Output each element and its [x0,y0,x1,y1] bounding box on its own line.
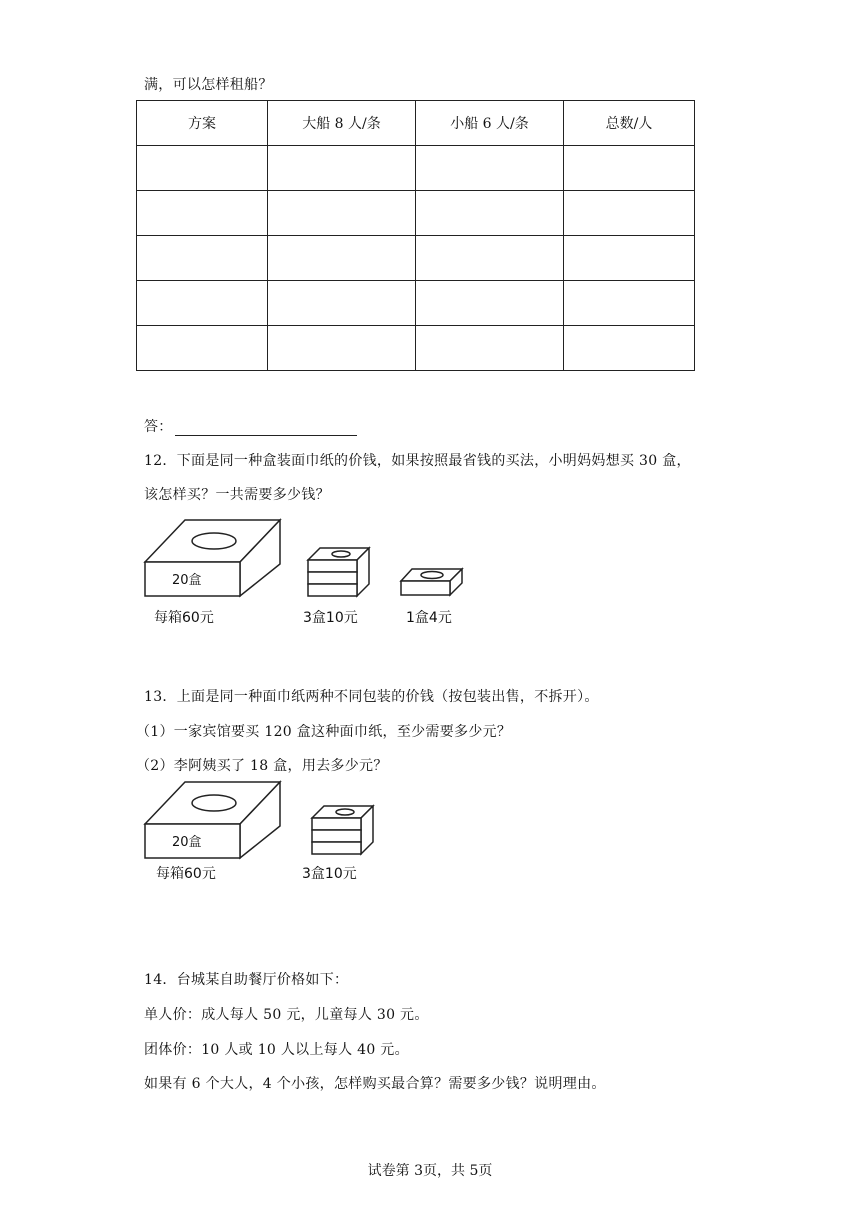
table-cell[interactable] [137,191,268,236]
table-cell[interactable] [268,191,416,236]
page-footer: 试卷第 3页，共 5页 [367,1163,493,1179]
table-row [137,281,695,326]
q13-line2: （1）一家宾馆要买 120 盒这种面巾纸，至少需要多少元？ [136,724,512,740]
q13-tissue-figure [140,776,380,886]
table-cell[interactable] [416,191,564,236]
table-cell[interactable] [564,236,695,281]
table-cell[interactable] [416,281,564,326]
answer-line [144,416,357,436]
q12-tissue-figure [140,512,480,632]
table-cell[interactable] [564,281,695,326]
table-cell[interactable] [564,191,695,236]
case-price-label: 每箱60元 [154,610,214,626]
stack-price-label: 3盒10元 [302,866,357,882]
table-row [137,146,695,191]
q14-line2: 单人价：成人每人 50 元，儿童每人 30 元。 [144,1007,429,1023]
header-big-boat: 大船 8 人/条 [268,101,416,146]
single-tissue-image [401,569,462,595]
table-cell[interactable] [416,236,564,281]
case-count-label: 20盒 [172,835,202,850]
table-row [137,236,695,281]
q14-line4: 如果有 6 个大人，4 个小孩，怎样购买最合算？需要多少钱？说明理由。 [144,1076,606,1092]
q11-text: 满，可以怎样租船？ [144,77,273,93]
rental-plan-table [136,100,695,371]
answer-blank[interactable] [175,421,357,436]
stack-price-label: 3盒10元 [303,610,358,626]
case-count-label: 20盒 [172,573,202,588]
table-cell[interactable] [416,146,564,191]
table-cell[interactable] [268,326,416,371]
answer-label: 答： [144,419,173,435]
table-header-row [137,101,695,146]
header-small-boat: 小船 6 人/条 [416,101,564,146]
table-cell[interactable] [564,326,695,371]
single-price-label: 1盒4元 [406,610,452,626]
tissue-stack-image [312,806,373,854]
table-row [137,191,695,236]
table-cell[interactable] [137,281,268,326]
q12-line2: 该怎样买？一共需要多少钱？ [144,487,330,503]
q14-line1: 14．台城某自助餐厅价格如下： [144,972,349,988]
tissue-stack-image [308,548,369,596]
table-cell[interactable] [564,146,695,191]
header-plan: 方案 [137,101,268,146]
table-cell[interactable] [268,146,416,191]
header-total: 总数/人 [564,101,695,146]
table-cell[interactable] [416,326,564,371]
q12-line1: 12．下面是同一种盒装面巾纸的价钱，如果按照最省钱的买法，小明妈妈想买 30 盒， [144,453,691,469]
q14-line3: 团体价：10 人或 10 人以上每人 40 元。 [144,1042,409,1058]
tissue-case-image [145,520,280,596]
table-cell[interactable] [268,281,416,326]
table-cell[interactable] [137,236,268,281]
case-price-label: 每箱60元 [156,866,216,882]
table-cell[interactable] [137,326,268,371]
table-cell[interactable] [137,146,268,191]
q13-line3: （2）李阿姨买了 18 盒，用去多少元？ [136,758,388,774]
table-row [137,326,695,371]
table-cell[interactable] [268,236,416,281]
q13-line1: 13．上面是同一种面巾纸两种不同包装的价钱（按包装出售，不拆开）。 [144,689,599,705]
tissue-case-image [145,782,280,858]
